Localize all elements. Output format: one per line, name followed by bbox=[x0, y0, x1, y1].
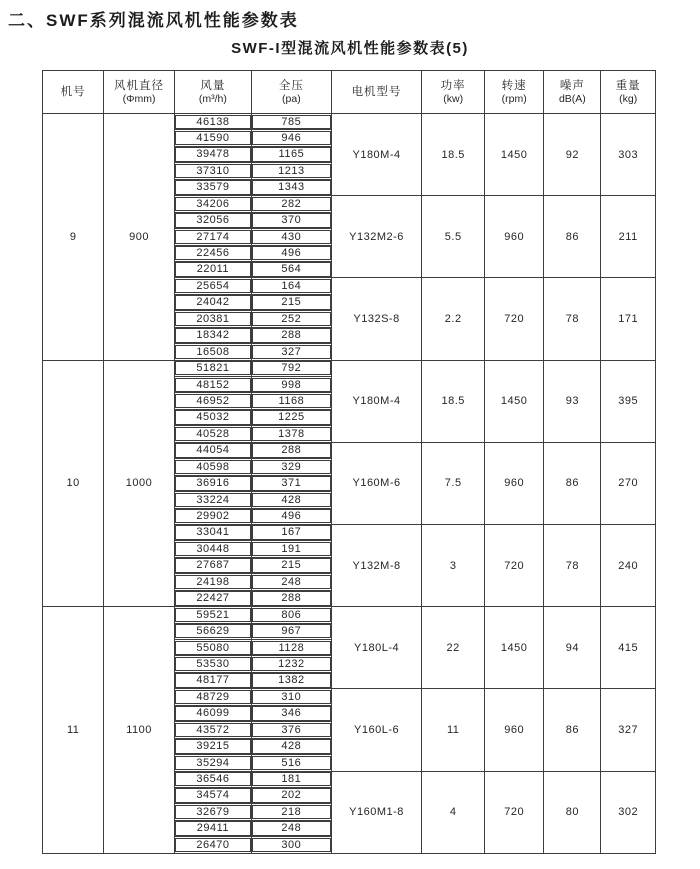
total-pressure-cell bbox=[252, 114, 332, 130]
air-flow-cell bbox=[174, 804, 251, 820]
air-flow-cell bbox=[174, 837, 251, 853]
total-pressure-cell bbox=[252, 755, 332, 771]
air-flow-cell-box: 16508 bbox=[175, 345, 251, 359]
speed-cell: 1450 bbox=[484, 114, 543, 196]
weight-cell: 270 bbox=[601, 442, 656, 524]
air-flow-cell bbox=[174, 475, 251, 491]
fan-diameter-cell: 1000 bbox=[104, 360, 174, 607]
total-pressure-cell-box: 288 bbox=[252, 591, 331, 605]
air-flow-cell-box: 56629 bbox=[175, 624, 251, 638]
air-flow-cell bbox=[174, 541, 251, 557]
power-cell: 2.2 bbox=[422, 278, 485, 360]
power-cell: 18.5 bbox=[422, 114, 485, 196]
total-pressure-cell-box: 1232 bbox=[252, 657, 331, 671]
total-pressure-cell bbox=[252, 212, 332, 228]
total-pressure-cell-box: 346 bbox=[252, 706, 331, 720]
total-pressure-cell-box: 1165 bbox=[252, 147, 331, 161]
total-pressure-cell bbox=[252, 787, 332, 803]
table-body bbox=[43, 114, 656, 854]
motor-model-cell: Y132M-8 bbox=[331, 524, 422, 606]
air-flow-cell bbox=[174, 508, 251, 524]
air-flow-cell-box: 34574 bbox=[175, 788, 251, 802]
motor-model-cell: Y180M-4 bbox=[331, 114, 422, 196]
air-flow-cell bbox=[174, 689, 251, 705]
air-flow-cell-box: 44054 bbox=[175, 443, 251, 457]
speed-cell: 720 bbox=[484, 278, 543, 360]
air-flow-cell-box: 39478 bbox=[175, 147, 251, 161]
air-flow-cell-box: 29411 bbox=[175, 821, 251, 835]
table-header bbox=[43, 71, 656, 114]
air-flow-cell bbox=[174, 640, 251, 656]
air-flow-cell-box: 37310 bbox=[175, 164, 251, 178]
air-flow-cell bbox=[174, 787, 251, 803]
header-unit: dB(A) bbox=[558, 93, 586, 105]
header-air-flow bbox=[174, 71, 251, 114]
air-flow-cell-box: 46099 bbox=[175, 706, 251, 720]
total-pressure-cell bbox=[252, 837, 332, 853]
total-pressure-cell bbox=[252, 294, 332, 310]
total-pressure-cell-box: 215 bbox=[252, 558, 331, 572]
total-pressure-cell-box: 371 bbox=[252, 476, 331, 490]
air-flow-cell-box: 33041 bbox=[175, 525, 251, 539]
header-label: 转速 bbox=[501, 80, 527, 92]
air-flow-cell bbox=[174, 393, 251, 409]
motor-model-cell: Y132S-8 bbox=[331, 278, 422, 360]
total-pressure-cell-box: 288 bbox=[252, 328, 331, 342]
noise-cell: 93 bbox=[544, 360, 601, 442]
total-pressure-cell bbox=[252, 574, 332, 590]
total-pressure-cell-box: 430 bbox=[252, 230, 331, 244]
total-pressure-cell bbox=[252, 508, 332, 524]
total-pressure-cell-box: 785 bbox=[252, 115, 331, 129]
total-pressure-cell-box: 370 bbox=[252, 213, 331, 227]
total-pressure-cell bbox=[252, 492, 332, 508]
total-pressure-cell-box: 946 bbox=[252, 131, 331, 145]
header-fan-diameter bbox=[104, 71, 174, 114]
power-cell: 11 bbox=[422, 689, 485, 771]
header-label: 重量 bbox=[615, 80, 641, 92]
power-cell: 7.5 bbox=[422, 442, 485, 524]
air-flow-cell bbox=[174, 146, 251, 162]
air-flow-cell-box: 48729 bbox=[175, 690, 251, 704]
noise-cell: 86 bbox=[544, 196, 601, 278]
fan-size-cell: 11 bbox=[43, 607, 104, 854]
total-pressure-cell-box: 967 bbox=[252, 624, 331, 638]
air-flow-cell bbox=[174, 245, 251, 261]
air-flow-cell-box: 33224 bbox=[175, 493, 251, 507]
header-label: 电机型号 bbox=[351, 86, 402, 98]
air-flow-cell-box: 26470 bbox=[175, 838, 251, 852]
air-flow-cell bbox=[174, 771, 251, 787]
total-pressure-cell bbox=[252, 705, 332, 721]
fan-size-cell: 10 bbox=[43, 360, 104, 607]
header-motor-model bbox=[331, 71, 422, 114]
total-pressure-cell bbox=[252, 278, 332, 294]
total-pressure-cell bbox=[252, 820, 332, 836]
air-flow-cell-box: 22011 bbox=[175, 262, 251, 276]
weight-cell: 171 bbox=[601, 278, 656, 360]
total-pressure-cell-box: 248 bbox=[252, 821, 331, 835]
fan-diameter-cell: 1100 bbox=[104, 607, 174, 854]
total-pressure-cell-box: 792 bbox=[252, 361, 331, 375]
noise-cell: 86 bbox=[544, 442, 601, 524]
total-pressure-cell-box: 1168 bbox=[252, 394, 331, 408]
total-pressure-cell bbox=[252, 738, 332, 754]
total-pressure-cell bbox=[252, 393, 332, 409]
total-pressure-cell bbox=[252, 804, 332, 820]
total-pressure-cell-box: 288 bbox=[252, 443, 331, 457]
total-pressure-cell-box: 202 bbox=[252, 788, 331, 802]
motor-model-cell: Y160L-6 bbox=[331, 689, 422, 771]
speed-cell: 720 bbox=[484, 524, 543, 606]
total-pressure-cell bbox=[252, 261, 332, 277]
weight-cell: 303 bbox=[601, 114, 656, 196]
header-unit: (kg) bbox=[619, 93, 638, 105]
motor-model-cell: Y180M-4 bbox=[331, 360, 422, 442]
total-pressure-cell bbox=[252, 409, 332, 425]
motor-model-cell: Y160M1-8 bbox=[331, 771, 422, 853]
power-cell: 18.5 bbox=[422, 360, 485, 442]
air-flow-cell bbox=[174, 524, 251, 540]
speed-cell: 1450 bbox=[484, 607, 543, 689]
total-pressure-cell-box: 218 bbox=[252, 805, 331, 819]
total-pressure-cell-box: 1382 bbox=[252, 673, 331, 687]
page-title: 二、SWF系列混流风机性能参数表 bbox=[8, 11, 299, 30]
air-flow-cell-box: 32056 bbox=[175, 213, 251, 227]
total-pressure-cell-box: 191 bbox=[252, 542, 331, 556]
header-power bbox=[422, 71, 485, 114]
total-pressure-cell-box: 564 bbox=[252, 262, 331, 276]
air-flow-cell bbox=[174, 409, 251, 425]
total-pressure-cell bbox=[252, 607, 332, 623]
noise-cell: 80 bbox=[544, 771, 601, 853]
air-flow-cell-box: 39215 bbox=[175, 739, 251, 753]
total-pressure-cell bbox=[252, 722, 332, 738]
total-pressure-cell-box: 1128 bbox=[252, 641, 331, 655]
air-flow-cell bbox=[174, 590, 251, 606]
air-flow-cell-box: 45032 bbox=[175, 410, 251, 424]
air-flow-cell-box: 27687 bbox=[175, 558, 251, 572]
air-flow-cell bbox=[174, 229, 251, 245]
power-cell: 5.5 bbox=[422, 196, 485, 278]
total-pressure-cell bbox=[252, 524, 332, 540]
total-pressure-cell-box: 1378 bbox=[252, 427, 331, 441]
speed-cell: 1450 bbox=[484, 360, 543, 442]
header-label: 全压 bbox=[278, 80, 304, 92]
air-flow-cell bbox=[174, 377, 251, 393]
total-pressure-cell bbox=[252, 426, 332, 442]
air-flow-cell-box: 59521 bbox=[175, 608, 251, 622]
air-flow-cell-box: 53530 bbox=[175, 657, 251, 671]
total-pressure-cell bbox=[252, 541, 332, 557]
air-flow-cell bbox=[174, 130, 251, 146]
air-flow-cell bbox=[174, 327, 251, 343]
total-pressure-cell bbox=[252, 163, 332, 179]
weight-cell: 415 bbox=[601, 607, 656, 689]
total-pressure-cell-box: 428 bbox=[252, 739, 331, 753]
total-pressure-cell-box: 496 bbox=[252, 509, 331, 523]
speed-cell: 960 bbox=[484, 689, 543, 771]
total-pressure-cell bbox=[252, 656, 332, 672]
air-flow-cell-box: 30448 bbox=[175, 542, 251, 556]
total-pressure-cell-box: 806 bbox=[252, 608, 331, 622]
header-unit: (kw) bbox=[443, 93, 464, 105]
air-flow-cell bbox=[174, 311, 251, 327]
weight-cell: 211 bbox=[601, 196, 656, 278]
header-unit: (rpm) bbox=[501, 93, 527, 105]
motor-model-cell: Y180L-4 bbox=[331, 607, 422, 689]
total-pressure-cell-box: 496 bbox=[252, 246, 331, 260]
air-flow-cell-box: 29902 bbox=[175, 509, 251, 523]
speed-cell: 960 bbox=[484, 196, 543, 278]
total-pressure-cell bbox=[252, 196, 332, 212]
header-weight bbox=[601, 71, 656, 114]
noise-cell: 92 bbox=[544, 114, 601, 196]
air-flow-cell bbox=[174, 360, 251, 376]
total-pressure-cell-box: 248 bbox=[252, 575, 331, 589]
spec-table bbox=[42, 70, 656, 854]
total-pressure-cell bbox=[252, 623, 332, 639]
total-pressure-cell-box: 998 bbox=[252, 378, 331, 392]
total-pressure-cell-box: 327 bbox=[252, 345, 331, 359]
total-pressure-cell bbox=[252, 146, 332, 162]
total-pressure-cell-box: 1343 bbox=[252, 180, 331, 194]
noise-cell: 78 bbox=[544, 524, 601, 606]
header-row bbox=[43, 71, 656, 114]
air-flow-cell bbox=[174, 705, 251, 721]
speed-cell: 720 bbox=[484, 771, 543, 853]
fan-size-cell: 9 bbox=[43, 114, 104, 361]
table-row bbox=[43, 360, 656, 376]
air-flow-cell bbox=[174, 623, 251, 639]
spec-table-wrapper bbox=[42, 70, 656, 854]
total-pressure-cell bbox=[252, 327, 332, 343]
air-flow-cell-box: 36916 bbox=[175, 476, 251, 490]
air-flow-cell-box: 51821 bbox=[175, 361, 251, 375]
air-flow-cell-box: 40528 bbox=[175, 427, 251, 441]
header-fan-size bbox=[43, 71, 104, 114]
header-unit: (Φmm) bbox=[122, 93, 156, 105]
air-flow-cell-box: 24198 bbox=[175, 575, 251, 589]
fan-diameter-cell: 900 bbox=[104, 114, 174, 361]
total-pressure-cell-box: 329 bbox=[252, 460, 331, 474]
header-label: 机号 bbox=[60, 86, 86, 98]
header-label: 风机直径 bbox=[114, 80, 165, 92]
noise-cell: 86 bbox=[544, 689, 601, 771]
air-flow-cell bbox=[174, 656, 251, 672]
total-pressure-cell-box: 164 bbox=[252, 279, 331, 293]
air-flow-cell bbox=[174, 196, 251, 212]
total-pressure-cell bbox=[252, 459, 332, 475]
header-label: 噪声 bbox=[559, 80, 585, 92]
header-noise bbox=[544, 71, 601, 114]
air-flow-cell bbox=[174, 294, 251, 310]
air-flow-cell-box: 25654 bbox=[175, 279, 251, 293]
air-flow-cell bbox=[174, 278, 251, 294]
air-flow-cell bbox=[174, 672, 251, 688]
total-pressure-cell-box: 215 bbox=[252, 295, 331, 309]
table-title: SWF-I型混流风机性能参数表(5) bbox=[231, 40, 469, 57]
total-pressure-cell-box: 282 bbox=[252, 197, 331, 211]
noise-cell: 94 bbox=[544, 607, 601, 689]
total-pressure-cell-box: 1213 bbox=[252, 164, 331, 178]
air-flow-cell-box: 48177 bbox=[175, 673, 251, 687]
total-pressure-cell bbox=[252, 130, 332, 146]
air-flow-cell-box: 46138 bbox=[175, 115, 251, 129]
table-row bbox=[43, 607, 656, 623]
air-flow-cell bbox=[174, 163, 251, 179]
air-flow-cell bbox=[174, 607, 251, 623]
air-flow-cell-box: 32679 bbox=[175, 805, 251, 819]
air-flow-cell bbox=[174, 459, 251, 475]
air-flow-cell bbox=[174, 820, 251, 836]
air-flow-cell bbox=[174, 179, 251, 195]
header-unit: (m³/h) bbox=[198, 93, 227, 105]
air-flow-cell bbox=[174, 574, 251, 590]
total-pressure-cell bbox=[252, 179, 332, 195]
power-cell: 22 bbox=[422, 607, 485, 689]
header-speed bbox=[484, 71, 543, 114]
header-label: 功率 bbox=[440, 80, 466, 92]
air-flow-cell-box: 35294 bbox=[175, 756, 251, 770]
total-pressure-cell bbox=[252, 311, 332, 327]
air-flow-cell-box: 27174 bbox=[175, 230, 251, 244]
weight-cell: 327 bbox=[601, 689, 656, 771]
air-flow-cell-box: 46952 bbox=[175, 394, 251, 408]
total-pressure-cell bbox=[252, 640, 332, 656]
weight-cell: 240 bbox=[601, 524, 656, 606]
air-flow-cell-box: 34206 bbox=[175, 197, 251, 211]
total-pressure-cell bbox=[252, 377, 332, 393]
air-flow-cell-box: 55080 bbox=[175, 641, 251, 655]
total-pressure-cell bbox=[252, 590, 332, 606]
air-flow-cell-box: 48152 bbox=[175, 378, 251, 392]
total-pressure-cell bbox=[252, 360, 332, 376]
power-cell: 3 bbox=[422, 524, 485, 606]
air-flow-cell-box: 33579 bbox=[175, 180, 251, 194]
air-flow-cell bbox=[174, 738, 251, 754]
table-row bbox=[43, 114, 656, 130]
air-flow-cell bbox=[174, 426, 251, 442]
total-pressure-cell bbox=[252, 771, 332, 787]
weight-cell: 302 bbox=[601, 771, 656, 853]
total-pressure-cell bbox=[252, 245, 332, 261]
header-unit: (pa) bbox=[282, 93, 301, 105]
air-flow-cell-box: 36546 bbox=[175, 772, 251, 786]
total-pressure-cell-box: 376 bbox=[252, 723, 331, 737]
header-total-pressure bbox=[252, 71, 332, 114]
air-flow-cell bbox=[174, 492, 251, 508]
total-pressure-cell bbox=[252, 229, 332, 245]
speed-cell: 960 bbox=[484, 442, 543, 524]
air-flow-cell bbox=[174, 755, 251, 771]
total-pressure-cell-box: 167 bbox=[252, 525, 331, 539]
air-flow-cell bbox=[174, 261, 251, 277]
total-pressure-cell-box: 300 bbox=[252, 838, 331, 852]
total-pressure-cell-box: 516 bbox=[252, 756, 331, 770]
weight-cell: 395 bbox=[601, 360, 656, 442]
air-flow-cell-box: 41590 bbox=[175, 131, 251, 145]
air-flow-cell-box: 20381 bbox=[175, 312, 251, 326]
air-flow-cell bbox=[174, 344, 251, 360]
total-pressure-cell-box: 1225 bbox=[252, 410, 331, 424]
total-pressure-cell-box: 181 bbox=[252, 772, 331, 786]
motor-model-cell: Y132M2-6 bbox=[331, 196, 422, 278]
air-flow-cell bbox=[174, 442, 251, 458]
air-flow-cell-box: 22427 bbox=[175, 591, 251, 605]
total-pressure-cell bbox=[252, 672, 332, 688]
total-pressure-cell bbox=[252, 442, 332, 458]
power-cell: 4 bbox=[422, 771, 485, 853]
total-pressure-cell bbox=[252, 557, 332, 573]
total-pressure-cell-box: 428 bbox=[252, 493, 331, 507]
air-flow-cell-box: 24042 bbox=[175, 295, 251, 309]
noise-cell: 78 bbox=[544, 278, 601, 360]
air-flow-cell bbox=[174, 557, 251, 573]
motor-model-cell: Y160M-6 bbox=[331, 442, 422, 524]
air-flow-cell-box: 40598 bbox=[175, 460, 251, 474]
total-pressure-cell-box: 252 bbox=[252, 312, 331, 326]
air-flow-cell bbox=[174, 212, 251, 228]
total-pressure-cell bbox=[252, 475, 332, 491]
header-label: 风量 bbox=[200, 80, 226, 92]
air-flow-cell-box: 18342 bbox=[175, 328, 251, 342]
air-flow-cell-box: 22456 bbox=[175, 246, 251, 260]
air-flow-cell bbox=[174, 114, 251, 130]
total-pressure-cell-box: 310 bbox=[252, 690, 331, 704]
total-pressure-cell bbox=[252, 344, 332, 360]
total-pressure-cell bbox=[252, 689, 332, 705]
air-flow-cell bbox=[174, 722, 251, 738]
air-flow-cell-box: 43572 bbox=[175, 723, 251, 737]
